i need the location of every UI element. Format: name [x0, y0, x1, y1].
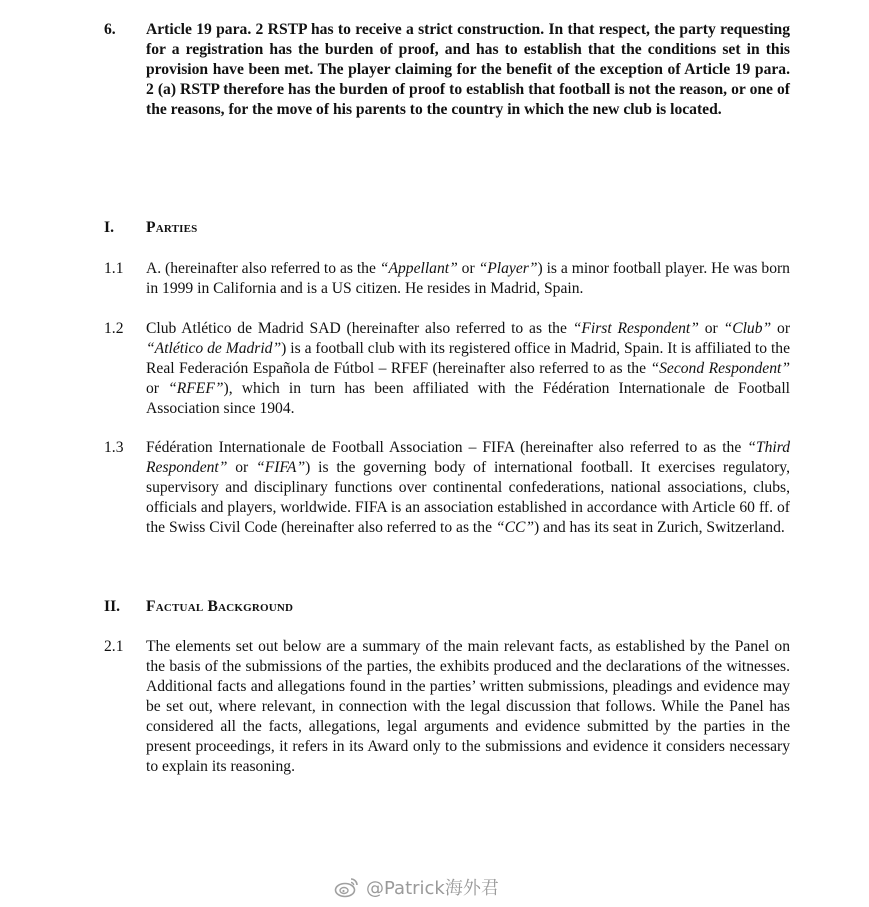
watermark [334, 874, 499, 900]
section-heading-parties [104, 218, 198, 238]
section-heading-factual-background [104, 597, 293, 617]
paragraph-text: Fédération Internationale de Football Association – FIFA (hereinafter also referred to as the “Third Respondent” or “FIFA”) is the governing body of international football. It exercises regulatory, supervisory and disciplinary functions over continental confederations, national associations, clubs, officials and players, worldwide. FIFA is an association established in accordance with Article 60 ff. of the Swiss Civil Code (hereinafter also referred to as the “CC”) and has its seat in Zurich, Switzerland. [146, 439, 790, 536]
headnote-number: 6. [104, 21, 116, 38]
paragraph-number: 2.1 [104, 638, 124, 655]
paragraph-1-3 [104, 438, 790, 538]
headnote-text: Article 19 para. 2 RSTP has to receive a strict construction. In that respect, the party requesting for a registration has the burden of proof, and has to establish that the conditions set in this provision have been met. The player claiming for the benefit of the exception of Article 19 para. 2 (a) RSTP therefore has the burden of proof to establish that football is not the reason, or one of the reasons, for the move of his parents to the country in which the new club is located. [146, 21, 790, 118]
paragraph-text: Club Atlético de Madrid SAD (hereinafter also referred to as the “First Respondent” or “Club” or “Atlético de Madrid”) is a football club with its registered office in Madrid, Spain. It is affiliated to the Real Federación Española de Fútbol – RFEF (hereinafter also referred to as the “Second Respondent” or “RFEF”), which in turn has been affiliated with the Fédération Internationale de Football Association since 1904. [146, 320, 791, 417]
paragraph-number: 1.3 [104, 439, 124, 456]
paragraph-2-1 [104, 637, 790, 777]
section-title: Parties [146, 219, 198, 236]
headnote [104, 20, 790, 120]
section-number: I. [104, 219, 114, 236]
watermark-text: @Patrick海外君 [366, 878, 499, 899]
paragraph-text: A. (hereinafter also referred to as the “Appellant” or “Player”) is a minor football player. He was born in 1999 in California and is a US citizen. He resides in Madrid, Spain. [146, 260, 790, 297]
paragraph-text: The elements set out below are a summary of the main relevant facts, as established by the Panel on the basis of the submissions of the parties, the exhibits produced and the declarations of the witnesses. Additional facts and allegations found in the parties’ written submissions, pleadings and evidence may be set out, where relevant, in connection with the legal discussion that follows. While the Panel has considered all the facts, allegations, legal arguments and evidence submitted by the parties in the present proceedings, it refers in its Award only to the submissions and evidence it considers necessary to explain its reasoning. [146, 638, 790, 775]
paragraph-number: 1.2 [104, 320, 124, 337]
weibo-icon [334, 876, 360, 898]
section-number: II. [104, 598, 121, 615]
paragraph-1-1 [104, 259, 790, 299]
section-title: Factual Background [146, 598, 294, 615]
paragraph-number: 1.1 [104, 260, 124, 277]
paragraph-1-2 [104, 319, 790, 419]
